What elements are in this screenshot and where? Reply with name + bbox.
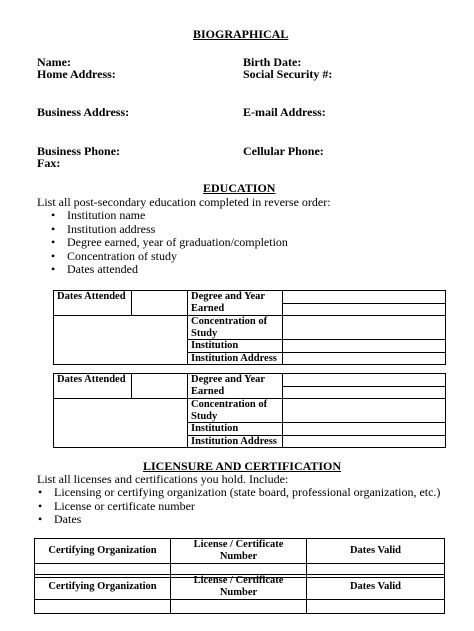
dates-attended-label: Dates Attended [54, 291, 132, 316]
dates-attended-cell[interactable] [132, 374, 188, 399]
concentration-cell[interactable] [283, 399, 446, 423]
blank-cell[interactable] [54, 399, 188, 448]
education-intro: List all post-secondary education completed in reverse order: [37, 195, 331, 209]
licensure-bullet-list [37, 486, 440, 527]
institution-address-cell[interactable] [283, 435, 446, 448]
education-table-2 [53, 373, 446, 448]
institution-cell[interactable] [283, 340, 446, 353]
degree-label: Degree and Year Earned [188, 291, 283, 316]
licensure-table-2 [34, 574, 445, 614]
blank-cell[interactable] [54, 316, 188, 365]
certifying-organization-header: Certifying Organization [35, 575, 171, 600]
institution-address-cell[interactable] [283, 352, 446, 365]
birth-date-label: Birth Date: [243, 55, 302, 69]
licensure-table-1 [34, 538, 445, 578]
concentration-label: Concentration of Study [188, 399, 283, 423]
certifying-organization-header: Certifying Organization [35, 539, 171, 564]
dates-attended-label: Dates Attended [54, 374, 132, 399]
dates-valid-header: Dates Valid [307, 539, 445, 564]
list-item: • Concentration of study [37, 250, 288, 264]
institution-label: Institution [188, 340, 283, 353]
education-table-1 [53, 290, 446, 365]
list-item: • Dates [37, 513, 440, 527]
list-item: • Dates attended [37, 263, 288, 277]
list-item: • Licensing or certifying organization (state board, professional organization, etc.) [37, 486, 440, 500]
license-number-header: License / Certificate Number [171, 539, 307, 564]
degree-cell[interactable] [283, 374, 446, 387]
institution-label: Institution [188, 423, 283, 436]
licensure-intro: List all licenses and certifications you hold. Include: [37, 472, 289, 486]
cellular-phone-label: Cellular Phone: [243, 144, 324, 158]
concentration-cell[interactable] [283, 316, 446, 340]
institution-address-label: Institution Address [188, 352, 283, 365]
license-number-cell[interactable] [171, 600, 307, 614]
certifying-organization-cell[interactable] [35, 600, 171, 614]
biographical-heading: BIOGRAPHICAL [193, 27, 289, 41]
degree-cell[interactable] [283, 291, 446, 304]
fax-label: Fax: [37, 156, 61, 170]
dates-attended-cell[interactable] [132, 291, 188, 316]
email-label: E-mail Address: [243, 105, 326, 119]
list-item: • License or certificate number [37, 500, 440, 514]
education-bullet-list [37, 209, 288, 277]
license-number-header: License / Certificate Number [171, 575, 307, 600]
institution-cell[interactable] [283, 423, 446, 436]
degree-cell[interactable] [283, 386, 446, 399]
dates-valid-header: Dates Valid [307, 575, 445, 600]
name-label: Name: [37, 55, 71, 69]
ssn-label: Social Security #: [243, 67, 333, 81]
licensure-heading: LICENSURE AND CERTIFICATION [143, 459, 342, 473]
education-heading: EDUCATION [203, 181, 276, 195]
dates-valid-cell[interactable] [307, 600, 445, 614]
list-item: • Institution address [37, 223, 288, 237]
business-address-label: Business Address: [37, 105, 130, 119]
list-item: • Degree earned, year of graduation/completion [37, 236, 288, 250]
list-item: • Institution name [37, 209, 288, 223]
degree-cell[interactable] [283, 303, 446, 316]
concentration-label: Concentration of Study [188, 316, 283, 340]
business-phone-label: Business Phone: [37, 144, 121, 158]
degree-label: Degree and Year Earned [188, 374, 283, 399]
institution-address-label: Institution Address [188, 435, 283, 448]
home-address-label: Home Address: [37, 67, 116, 81]
